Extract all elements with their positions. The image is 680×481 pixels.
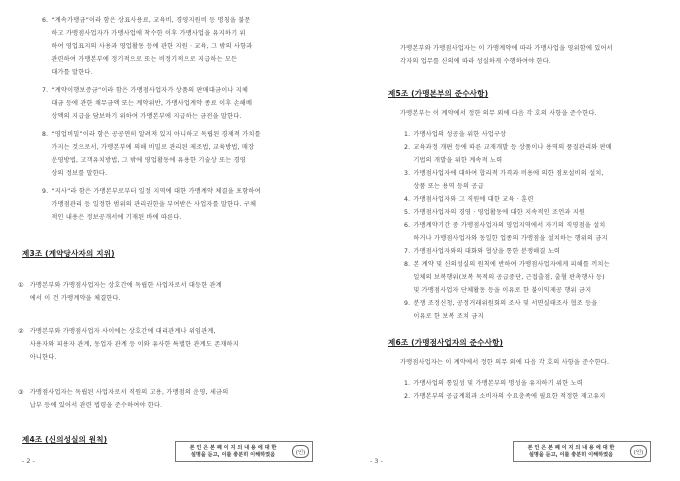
item-number: ① (18, 282, 24, 289)
confirmation-text: 본 인 은 본 페 이 지 의 내 용 에 대 한 (189, 444, 277, 451)
article-4-heading: 제4조 (신의성실의 원칙) (22, 435, 108, 444)
text-line: 가맹점관리 등 일정한 범위의 관리권한을 부여받은 사업자를 말한다. 구체 (51, 201, 257, 208)
text-line: 상액의 지급을 담보하기 위하여 가맹본부에 지급하는 금전을 말한다. (51, 113, 242, 120)
article-5-item: 2. 교육과정 개편 등에 따른 교재개발 등 상품이나 용역의 품질관리와 판매 기법의 개발을 위한 계속적 노력 (404, 144, 612, 164)
article-3-items (18, 279, 326, 412)
item-number: 7. (42, 87, 49, 94)
seal-stamp-field[interactable]: (인) (292, 445, 309, 458)
text-line: 상의 정보를 말한다. (51, 170, 108, 177)
text-line: 각자의 업무를 신의에 따라 성실하게 수행하여야 한다. (400, 58, 552, 65)
text-line: 하고 가맹점사업자가 가맹사업에 착수한 이후 가맹사업을 유지하기 위 (51, 30, 246, 37)
definition-item-6 (42, 14, 326, 79)
text-line: 가맹본부와 가맹점사업자 사이에는 상호간에 대리관계나 위임관계, (29, 328, 216, 335)
article-5-intro: 가맹본부는 이 계약에서 정한 의무 외에 다음 각 호의 사항을 준수한다. (400, 110, 597, 117)
definition-item-9 (42, 185, 326, 224)
item-number: 8. (42, 131, 49, 138)
text-line: 사용자와 피용자 관계, 동업자 관계 등 이와 유사한 특별한 관계도 존재하지 (29, 341, 239, 348)
definitions-list (42, 14, 326, 224)
article-6-heading: 제6조 (가맹점사업자의 준수사항) (388, 338, 504, 347)
text-line: 가맹점사업자는 독립된 사업자로서 직원의 고용, 가맹점의 운영, 세금의 (29, 389, 229, 396)
text-line: 에서 이 건 가맹계약을 체결한다. (29, 295, 121, 302)
article-5-item: 6. 가맹계약기간 중 가맹점사업자의 영업지역에서 자기의 직영점을 설치 하거나 가맹점사업자와 동일한 업종의 가맹점을 설치하는 행위의 금지 (404, 222, 608, 242)
seal-stamp-field[interactable]: (인) (630, 445, 647, 458)
page-number-right: - 3 - (370, 457, 383, 465)
text-line: “지사”라 함은 가맹본부로부터 일정 지역에 대한 가맹계약 체결을 포함하여 (51, 188, 261, 195)
item-number: ③ (18, 389, 24, 396)
text-line: “계약이행보증금”이라 함은 가맹점사업자가 상품의 판매대금이나 지체 (51, 87, 249, 94)
text-line: 납부 등에 있어서 관련 법령을 준수하여야 한다. (29, 402, 163, 409)
definition-item-8 (42, 128, 326, 180)
text-line: 아니한다. (29, 354, 57, 361)
definition-item-7 (42, 84, 326, 123)
item-number: 9. (42, 188, 49, 195)
confirmation-text: 설명을 듣고, 이를 충분히 이해하였음 (528, 451, 614, 458)
text-line: 운영방법, 고객유치방법, 그 밖에 영업활동에 유용한 기술상 또는 경영 (51, 157, 246, 164)
confirmation-box-left (175, 441, 313, 462)
article-5-items (356, 128, 660, 323)
article-5-heading: 제5조 (가맹본부의 준수사항) (388, 89, 489, 98)
article-3-heading: 제3조 (계약당사자의 지위) (22, 249, 115, 258)
article-5-item: 5. 가맹점사업자의 경영 · 영업활동에 대한 지속적인 조언과 지원 (404, 209, 586, 216)
confirmation-text: 본 인 은 본 페 이 지 의 내 용 에 대 한 (527, 444, 615, 451)
page-number-left: - 2 - (22, 457, 35, 465)
text-line: 가맹본부와 가맹점사업자는 이 가맹계약에 따라 가맹사업을 영위함에 있어서 (400, 45, 613, 52)
text-line: 하여 영업표지의 사용과 영업활동 등에 관한 지원 · 교육, 그 밖의 사항과 (51, 43, 253, 50)
article-5-item: 3. 가맹점사업자에 대하여 합리적 가격과 비용에 의한 점포설비의 설치, 상품 또는 용역 등의 공급 (404, 170, 604, 190)
article-4-body (356, 42, 660, 68)
text-line: 관련하여 가맹본부에 정기적으로 또는 비정기적으로 지급하는 모든 (51, 56, 238, 63)
text-line: 가지는 것으로서, 가맹본부에 의해 비밀로 관리된 제조법, 교육방법, 매장 (51, 144, 255, 151)
item-number: ② (18, 328, 24, 335)
confirmation-box-right (513, 441, 651, 462)
document-page-right (340, 0, 680, 481)
item-number: 6. (42, 17, 49, 24)
text-line: 대금 등에 관한 채무금액 또는 계약위반, 가맹사업계약 종료 이후 손해배 (51, 100, 253, 107)
article-3-item-1 (18, 279, 326, 305)
article-3-item-3 (18, 386, 326, 412)
article-3-item-2 (18, 325, 326, 364)
text-line: “계속가맹금”이라 함은 상표사용료, 교육비, 경영지원비 등 명칭을 불문 (51, 17, 251, 24)
article-5-item: 8. 본 계약 및 신의성실의 원칙에 반하여 가맹점사업자에게 피해를 끼치는 일체의 보복행위(보복 목적의 공급중단, 근접출점, 출혈 판촉행사 등) 및 가맹점사업자 단체활동 등을 이유로 한 불이익제공 행위 금지 (404, 261, 610, 294)
article-5-item: 9. 분쟁 조정신청, 공정거래위원회의 조사 및 서면실태조사 협조 등을 이유로 한 보복 조치 금지 (404, 300, 598, 320)
text-line: 가맹본부와 가맹점사업자는 상호간에 독립한 사업자로서 대등한 관계 (29, 282, 222, 289)
confirmation-text: 설명을 듣고, 이를 충분히 이해하였음 (190, 451, 276, 458)
article-6-intro: 가맹점사업자는 이 계약에서 정한 의무 외에 다음 각 호의 사항을 준수한다. (400, 359, 610, 366)
article-5-item: 1. 가맹사업의 성공을 위한 사업구상 (404, 131, 507, 138)
article-6-items (356, 377, 660, 403)
article-6-item: 1. 가맹사업의 통일성 및 가맹본부의 명성을 유지하기 위한 노력 (404, 380, 583, 387)
article-5-item: 4. 가맹점사업자와 그 직원에 대한 교육 · 훈련 (404, 196, 534, 203)
text-line: 적인 내용은 정보공개서에 기재된 바에 따른다. (51, 214, 182, 221)
article-6-item: 2. 가맹본부의 공급계획과 소비자의 수요충족에 필요한 적정한 재고유지 (404, 393, 606, 400)
text-line: 대가를 말한다. (51, 69, 93, 76)
text-line: “영업비밀”이라 함은 공공연히 알려져 있지 아니하고 독립된 경제적 가치를 (51, 131, 261, 138)
article-5-item: 7. 가맹점사업자와의 대화와 협상을 통한 분쟁해결 노력 (404, 248, 561, 255)
